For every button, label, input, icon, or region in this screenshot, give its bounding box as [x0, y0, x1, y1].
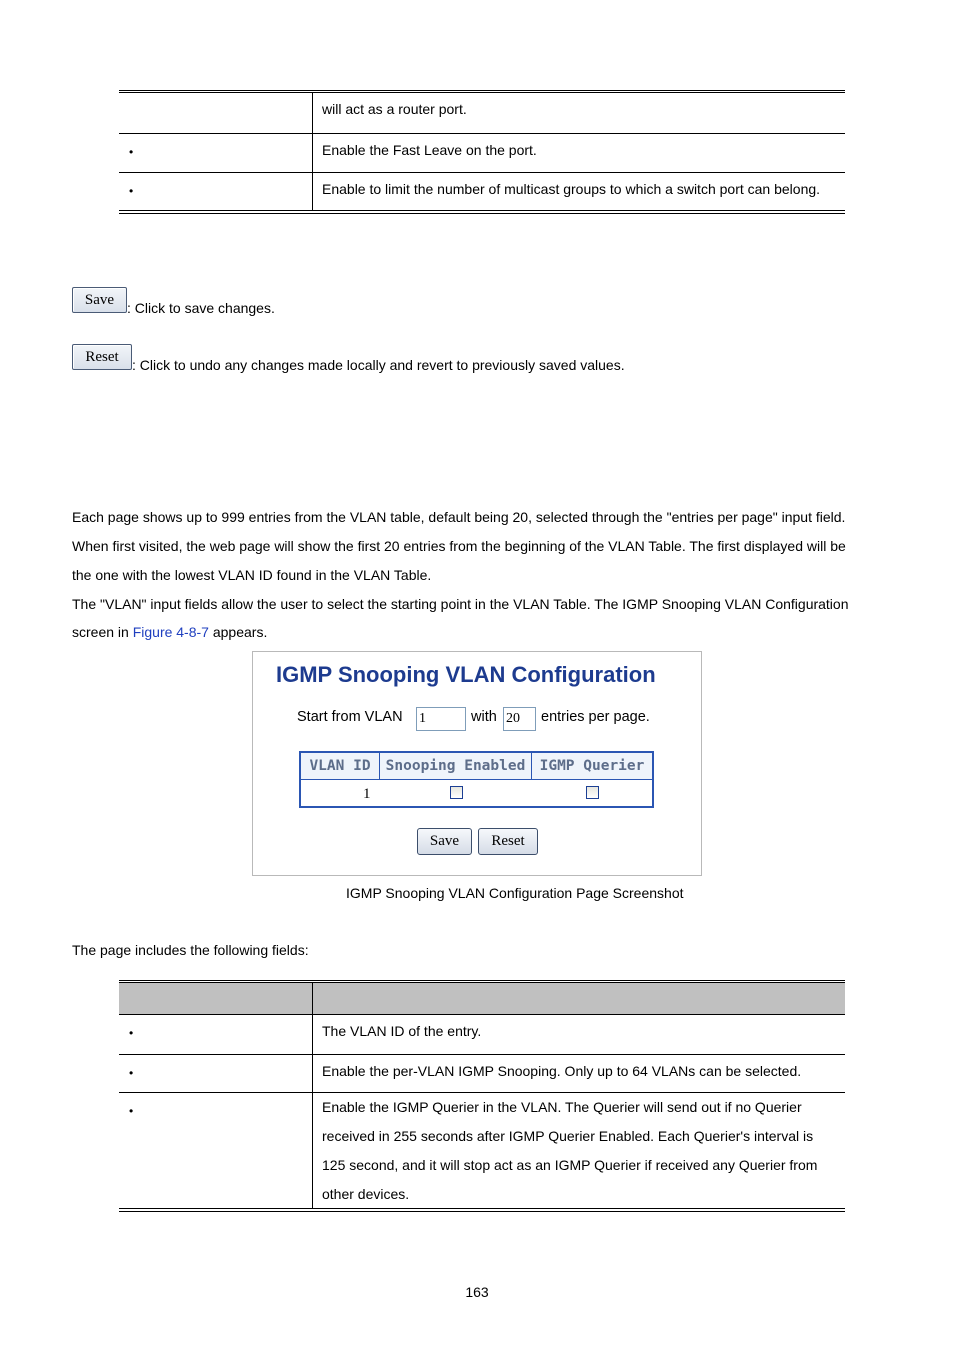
page-number: 163: [465, 1284, 489, 1300]
body-paragraph-line: [72, 618, 267, 647]
description-cell: Enable the Fast Leave on the port.: [313, 133, 846, 172]
description-cell: will act as a router port.: [313, 93, 846, 133]
description-line: 125 second, and it will stop act as an IGMP Querier if received any Querier from: [322, 1156, 818, 1173]
bullet: •: [129, 1065, 134, 1080]
body-paragraph-line: the one with the lowest VLAN ID found in the VLAN Table.: [72, 567, 432, 583]
figure-link[interactable]: Figure 4-8-7: [132, 624, 209, 640]
vlan-table: [299, 751, 654, 808]
column-header-snooping-enabled: Snooping Enabled: [380, 753, 531, 780]
bullet: •: [129, 1103, 134, 1118]
page-title: IGMP Snooping VLAN Configuration: [276, 662, 656, 687]
table-row: [119, 172, 845, 210]
description-cell: The VLAN ID of the entry.: [313, 1015, 846, 1054]
start-vlan-input[interactable]: 1: [416, 707, 466, 731]
fields-table: [119, 1015, 845, 1209]
object-cell: [119, 1015, 313, 1054]
description-cell: Enable to limit the number of multicast groups to which a switch port can belong.: [322, 180, 821, 197]
column-header-vlan-id: VLAN ID: [301, 753, 379, 780]
table-row: [119, 133, 845, 172]
vlan-id-value: 1: [363, 786, 371, 802]
description-cell: Enable the per-VLAN IGMP Snooping. Only up to 64 VLANs can be selected.: [313, 1054, 846, 1092]
entries-per-page-input[interactable]: 20: [503, 707, 536, 731]
description-line: received in 255 seconds after IGMP Querier Enabled. Each Querier's interval is: [322, 1127, 814, 1144]
top-table-bottom-rule: [119, 210, 845, 214]
table-row: [119, 1054, 845, 1092]
igmp-querier-checkbox[interactable]: [586, 786, 599, 799]
save-button[interactable]: Save: [72, 287, 127, 313]
bullet: •: [129, 183, 134, 198]
table-row: [119, 93, 845, 133]
bullet: •: [129, 144, 134, 159]
bullet: •: [129, 1026, 134, 1040]
table-row: [119, 1015, 845, 1054]
column-header-igmp-querier: IGMP Querier: [532, 753, 652, 780]
text-fragment: appears.: [208, 624, 268, 640]
object-cell: [119, 133, 313, 172]
reset-description: : Click to undo any changes made locally and revert to previously saved values.: [132, 357, 625, 373]
fields-table-header: [119, 983, 845, 1015]
body-paragraph-line: The "VLAN" input fields allow the user to select the starting point in the VLAN Table. The IGMP Snooping VLAN Configuration: [72, 596, 849, 612]
reset-button[interactable]: Reset: [478, 828, 538, 855]
fields-intro: The page includes the following fields:: [72, 942, 309, 958]
description-line: other devices.: [322, 1185, 410, 1202]
save-button[interactable]: Save: [417, 828, 472, 855]
top-table: [119, 93, 845, 210]
object-cell: [119, 172, 313, 210]
header-divider: [312, 983, 313, 1014]
screenshot-figure: [252, 651, 702, 876]
save-description: : Click to save changes.: [127, 300, 275, 316]
text-fragment: screen in: [72, 624, 133, 640]
table-row: [119, 1092, 845, 1209]
start-from-vlan-label: Start from VLAN: [297, 709, 403, 725]
description-cell: [313, 1092, 846, 1209]
object-cell: [119, 1092, 313, 1209]
body-paragraph-line: When first visited, the web page will show the first 20 entries from the beginning of the VLAN Table. The first displayed will be: [72, 538, 846, 554]
figure-caption: IGMP Snooping VLAN Configuration Page Screenshot: [346, 885, 684, 901]
snooping-enabled-checkbox[interactable]: [450, 786, 463, 799]
object-cell: [119, 93, 313, 133]
reset-button[interactable]: Reset: [72, 344, 132, 370]
entries-per-page-label: entries per page.: [541, 709, 650, 725]
with-label: with: [471, 709, 497, 725]
fields-table-bottom-rule: [119, 1208, 845, 1212]
description-line: Enable the IGMP Querier in the VLAN. The Querier will send out if no Querier: [322, 1098, 802, 1115]
object-cell: [119, 1054, 313, 1092]
body-paragraph-line: Each page shows up to 999 entries from the VLAN table, default being 20, selected through the "entries per page" input field.: [72, 509, 846, 525]
